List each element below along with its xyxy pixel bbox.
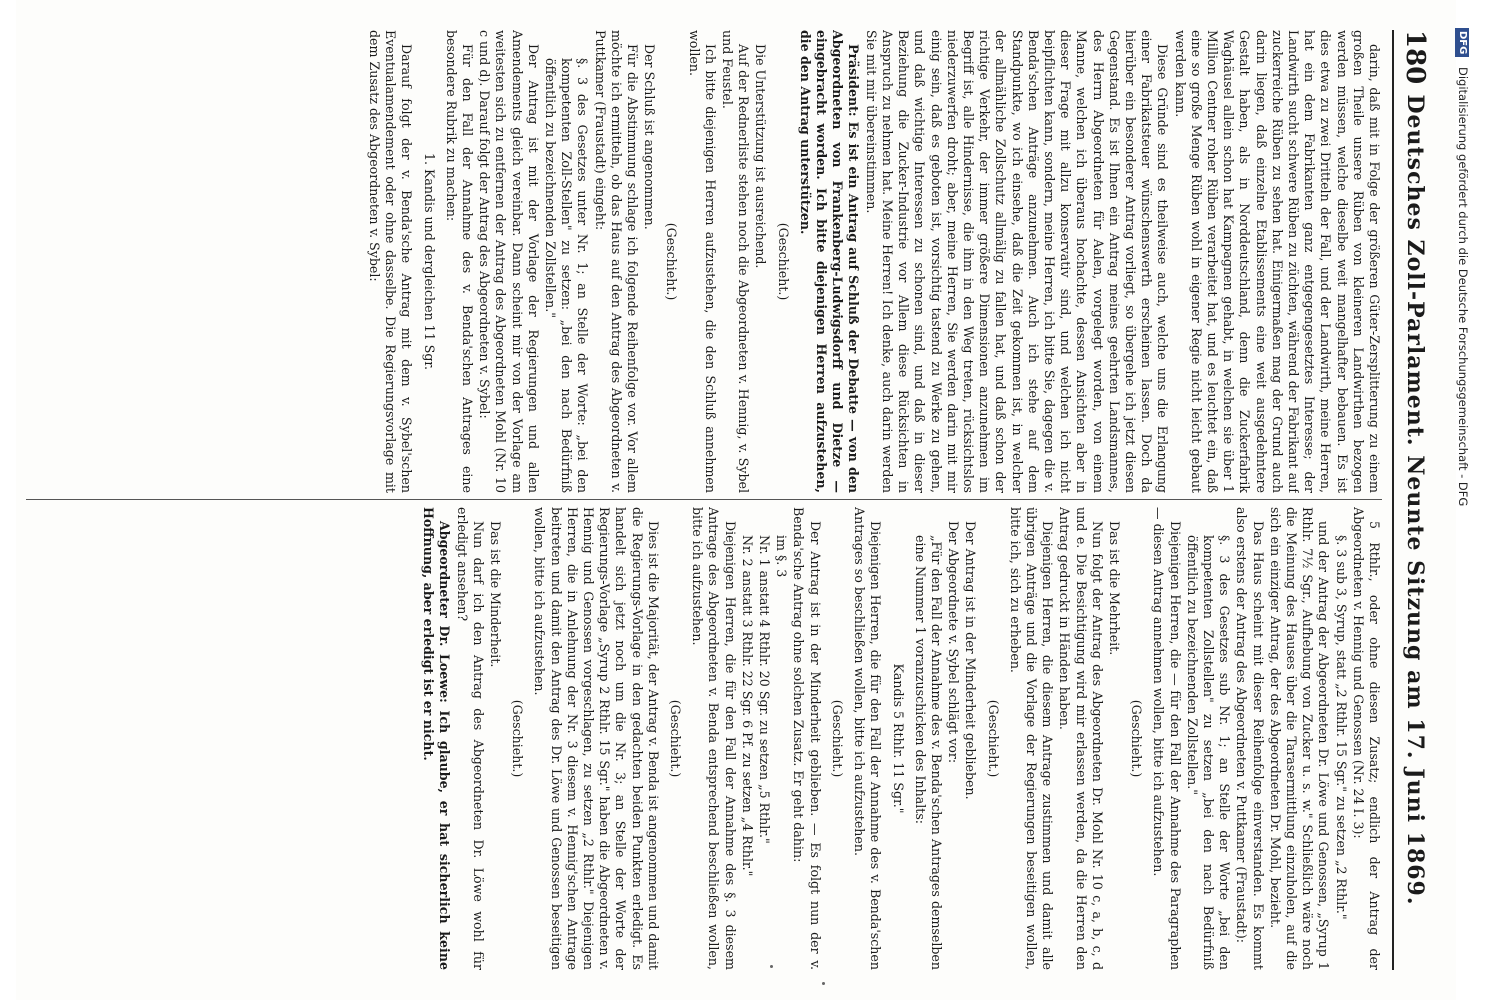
paragraph: Der Antrag ist mit der Vorlage der Regierungen und allen Amendements gleich vereinbar. Dann scheint mir von der Vorlage am weitesten sich zu entfernen der Antrag des Abgeordneten Mohl (Nr. 10 c und d). Darauf folgt der Antrag des Abgeordneten v. Sybel: xyxy=(477,30,541,493)
left-column xyxy=(26,30,1382,493)
page-header xyxy=(1392,30,1434,970)
paragraph: Ich bitte diejenigen Herren aufzustehen, die den Schluß annehmen wollen. xyxy=(686,30,718,493)
paragraph: und der Antrag der Abgeordneten Dr. Löwe und Genossen, „Syrup 1 Rthlr. 7½ Sgr., Aufhebung von Zucker u. s. w." Schließlich wäre noch die Meinung des Hauses über die Tarasermittlung einzuholen, auf die sich ein einziger Antrag, der des Abgeordneten Dr. Mohl, bezieht. xyxy=(1267,507,1332,970)
dfg-credit-strip xyxy=(1454,28,1480,988)
running-title: Deutsches Zoll-Parlament. Neunte Sitzung am 17. Juni 1869. xyxy=(1402,94,1428,906)
paragraph: Dies ist die Majorität, der Antrag v. Benda ist angenommen und damit die Regierungs-Vorlage in den gedachten beiden Punkten erledigt. Es handelt sich jetzt noch um die Nr. 3; an Stelle der Worte der Regierungs-Vorlage „Syrup 2 Rthlr. 15 Sgr." haben die Abgeordneten v. Hennig und Genossen vorgeschlagen, zu setzen „2 Rthlr." Diejenigen Herren, die in Anlehnung der Nr. 3 diesem v. Hennig'schen Antrage beitreten und damit den Antrag des Dr. Löwe und Genossen beseitigen wollen, bitte ich aufzustehen. xyxy=(532,507,661,970)
paragraph: §. 3 des Gesetzes sub Nr. 1; an Stelle der Worte „bei den kompetenten Zollstellen" zu setzen „bei den nach Bedürfniß öffentlich zu bezeichnenden Zollstellen." xyxy=(1184,535,1233,970)
paragraph: (Geschieht.) xyxy=(668,699,684,778)
paragraph: Diejenigen Herren, die für den Fall der Annahme des §. 3 diesem Antrage des Abgeordneten v. Benda entsprechend beschließen wollen, bitte ich aufzustehen. xyxy=(690,507,738,970)
paragraph: Der Abgeordnete v. Sybel schlägt vor: xyxy=(946,521,962,764)
right-column xyxy=(26,507,1382,970)
paragraph: „Für den Fall der Annahme des v. Benda'schen Antrages demselben eine Nummer 1 voranzuschicken des Inhalts: xyxy=(912,535,944,970)
paragraph: Das ist die Mehrheit. xyxy=(1106,521,1122,656)
paragraph: §. 3 des Gesetzes unter Nr. 1; an Stelle der Worte: „bei den kompetenten Zoll-Stellen" zu setzen: „bei den nach Bedürfniß öffentlich zu bezeichnenden Zollstellen." xyxy=(543,58,591,493)
paragraph: Abgeordneter Dr. Loewe: Ich glaube, er hat sicherlich keine Hoffnung, aber erledigt ist er nicht. xyxy=(421,507,453,970)
paragraph: (Geschieht.) xyxy=(829,699,845,778)
paragraph: (Geschieht.) xyxy=(985,699,1001,778)
paragraph: Diejenigen Herren, die für den Fall der Annahme des v. Benda'schen Antrages so beschließen wollen, bitte ich aufzustehen. xyxy=(852,507,884,970)
page-number: 180 xyxy=(1400,30,1430,85)
paragraph: (Geschieht.) xyxy=(1129,699,1145,778)
scan-speck xyxy=(770,965,773,968)
paragraph: Die Unterstützung ist ausreichend. xyxy=(753,44,769,269)
paragraph: (Geschieht.) xyxy=(664,222,680,301)
paragraph: Diejenigen Herren, die — für den Fall der Annahme des Paragraphen — diesen Antrag annehmen wollen, bitte ich aufzustehen. xyxy=(1151,507,1183,970)
scan-speck xyxy=(822,982,825,985)
paragraph: Das ist die Minderheit. xyxy=(488,521,504,668)
paragraph: Präsident: Es ist ein Antrag auf Schluß der Debatte — von den Abgeordneten von Frankenberg-Ludwigsdorff und Dietze — eingebracht worden. Ich bitte diejenigen Herren aufzustehen, die den Antrag unterstützen. xyxy=(797,30,862,493)
paragraph: 1. Kandis und dergleichen 11 Sgr. xyxy=(421,152,437,371)
paragraph: §. 3 sub 3, Syrup, statt „2 Rthlr. 15 Sgr." zu setzen „2 Rthlr." xyxy=(1333,535,1349,920)
credit-line: Digitalisierung gefördert durch die Deutsche Forschungsgemeinschaft - DFG xyxy=(1456,67,1470,507)
paragraph: Der Antrag ist in der Minderheit geblieben. xyxy=(963,521,979,800)
paragraph: Für den Fall der Annahme des v. Benda'schen Antrages eine besondere Rubrik zu machen: xyxy=(443,30,476,493)
paragraph: Nr. 2 anstatt 3 Rthlr. 22 Sgr. 6 Pf. zu setzen „4 Rthlr." xyxy=(739,535,755,877)
paragraph: Nr. 1 anstatt 4 Rthlr. 20 Sgr. zu setzen „5 Rthlr." xyxy=(757,535,773,844)
newspaper-page xyxy=(16,0,1456,1000)
paragraph: Das Haus scheint mit dieser Reihenfolge einverstanden. Es kommt also erstens der Antrag des Abgeordneten v. Puttkamer (Fraustadt): xyxy=(1234,507,1266,970)
paragraph: Der Schluß ist angenommen. xyxy=(642,44,658,230)
paragraph: Diese Gründe sind es theilweise auch, welche uns die Erlangung einer Fabrikatsteuer wünschenswerth erscheinen lassen. Doch da hierüber ein besonderer Antrag vorliegt, so übergehe ich jetzt diesen Gegenstand. Es ist Ihnen ein Antrag meines geehrten Landsmannes, des Herrn Abgeordneten für Aalen, vorgelegt worden, von einem Manne, welchen ich überaus hochachte, dessen Ansichten aber in dieser Frage mit allzu konservativ sind, und welchen ich nicht beipflichten kann, sondern, meine Herren, ich bitte Sie, dagegen die v. Benda'schen Anträge anzunehmen. Auch ich stehe auf dem Standpunkte, wo ich einsehe, daß die Zeit gekommen ist, in welcher der allmähliche Zollschutz allmälig zu fallen hat, und daß schon der richtige Verkehr, der immer größere Dimensionen anzunehmen im Begriff ist, alle Hindernisse, die ihm in den Weg treten, rücksichtslos niederzuwerfen droht; aber, meine Herren, Sie werden darin mit mir einig sein, daß es geboten ist, vorsichtig tastend zu Werke zu gehen, und daß wichtige Interessen zu schonen sind, und daß in dieser Beziehung die Zucker-Industrie vor Allem diese Rücksichten in Anspruch zu nehmen hat. Meine Herren! Ich denke, auch darin werden Sie mit mir übereinstimmen. xyxy=(863,30,1171,493)
paragraph: Auf der Rednerliste stehen noch die Abgeordneten v. Hennig, v. Sybel und Feustel. xyxy=(720,30,752,493)
paragraph: Der Antrag ist in der Minderheit geblieben. — Es folgt nun der v. Benda'sche Antrag ohne solchen Zusatz. Er geht dahin: xyxy=(791,507,823,970)
paragraph: Darauf folgt der v. Benda'sche Antrag mit dem v. Sybel'schen Eventualamendement oder ohne dasselbe. Die Regierungsvorlage mit dem Zusatz des Abgeordneten v. Sybel: xyxy=(367,30,415,493)
dfg-badge: DFG xyxy=(1456,28,1470,57)
text-columns xyxy=(26,30,1382,970)
paragraph: Für die Abstimmung schlage ich folgende Reihenfolge vor. Vor allem möchte ich ermitteln, ob das Haus auf den Antrag des Abgeordneten v. Puttkamer (Fraustadt) eingeht: xyxy=(592,30,641,493)
paragraph: im §. 3 xyxy=(774,535,790,578)
paragraph: (Geschieht.) xyxy=(510,699,526,778)
paragraph: Kandis 5 Rthlr. 11 Sgr." xyxy=(890,663,906,814)
paragraph: 5 Rthlr., oder ohne diesen Zusatz; endlich der Antrag der Abgeordneten v. Hennig und Genossen (Nr. 24 I. 3): xyxy=(1350,507,1382,970)
paragraph: Nun darf ich den Antrag des Abgeordneten Dr. Löwe wohl für erledigt ansehen? xyxy=(454,507,486,970)
paragraph: Diejenigen Herren, die diesem Antrage zustimmen und damit alle übrigen Anträge und die Vorlage der Regierungen beseitigen wollen, bitte ich, sich zu erheben. xyxy=(1007,507,1056,970)
paragraph: (Geschieht.) xyxy=(775,222,791,301)
paragraph: darin, daß mit in Folge der größeren Güter-Zersplitterung zu einem großen Theile unsere Rüben von kleineren Landwirthen bezogen werden müssen, welche dieselbe weit mangelhafter bebauen. Es ist dies etwa zu zwei Dritteln der Fall, und der Landwirth, meine Herren, hat ein dem Fabrikanten ganz entgegengesetztes Interesse; der Landwirth sucht schwere Rüben zu züchten, während der Fabrikant auf zuckerreiche Rüben zu sehen hat. Einigermaßen mag der Grund auch darin liegen, daß einzelne Etablissements eine weit ausgedehntere Gestalt haben, als in Norddeutschland, denn die Zuckerfabrik Waghäusel allein schon hat Kampagnen gehabt, in welchen sie über 1 Million Centner roher Rüben verarbeitet hat, und es leuchtet ein, daß eine so große Menge Rüben wohl in eigener Regie nicht leicht gebaut werden kann. xyxy=(1172,30,1382,493)
paragraph: Nun folgt der Antrag des Abgeordneten Dr. Mohl Nr. 10 c, a, b, c, d und e. Die Besichtigung wird mir erlassen werden, da die Herren den Antrag gedruckt in Händen haben. xyxy=(1057,507,1105,970)
